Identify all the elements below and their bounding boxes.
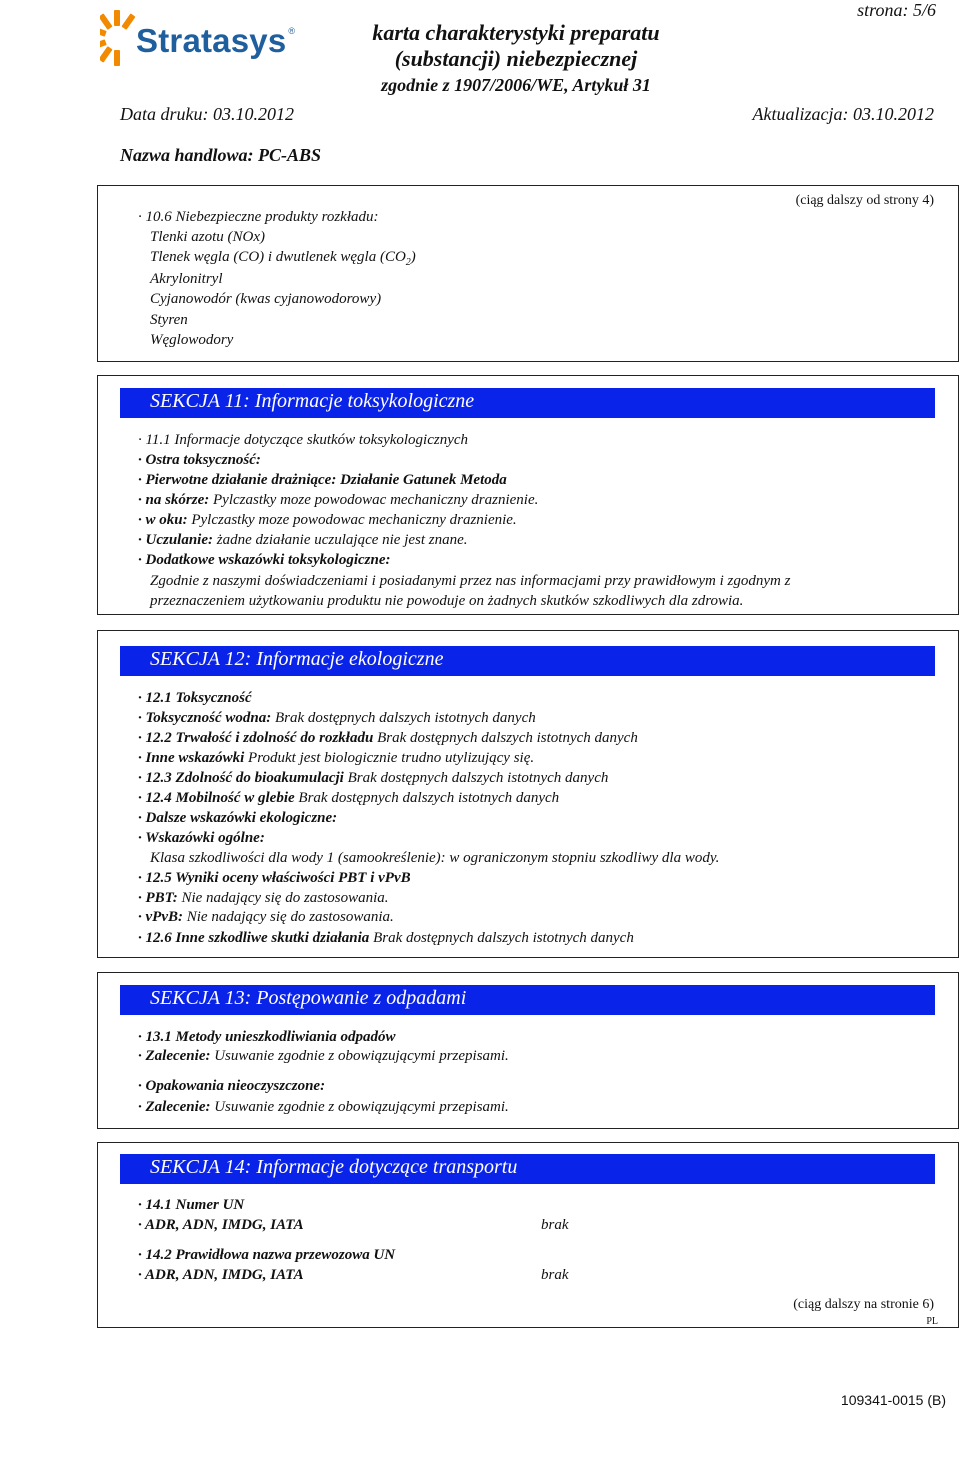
section-10-6-heading: · 10.6 Niebezpieczne produkty rozkładu:: [138, 209, 379, 225]
s11-label: · w oku:: [138, 512, 188, 528]
logo-text: Stratasys: [136, 22, 287, 59]
s12-line: · Dalsze wskazówki ekologiczne:: [138, 810, 338, 826]
s12-line: Klasa szkodliwości dla wody 1 (samookreślenie): w ograniczonym stopniu szkodliwy dla wody.: [150, 850, 720, 866]
s12-line: [138, 788, 559, 808]
s12-line: [138, 907, 394, 927]
s12-text: Brak dostępnych dalszych istotnych danych: [369, 930, 634, 946]
s11-line: · 11.1 Informacje dotyczące skutków toksykologicznych: [138, 432, 469, 448]
s12-line: · 12.1 Toksyczność: [138, 690, 252, 706]
page-number: strona: 5/6: [857, 0, 936, 20]
s14-line: · ADR, ADN, IMDG, IATA: [138, 1267, 304, 1283]
co-co2-text: Tlenek węgla (CO) i dwutlenek węgla (CO: [150, 249, 406, 265]
section-13-title: SEKCJA 13: Postępowanie z odpadami: [150, 987, 467, 1009]
update-date: Aktualizacja: 03.10.2012: [752, 104, 934, 124]
continued-next-label: (ciąg dalszy na stronie 6): [793, 1297, 934, 1312]
s12-label: · 12.2 Trwałość i zdolność do rozkładu: [138, 730, 374, 746]
stratasys-logo: [100, 8, 326, 68]
title-line-2: (substancji) niebezpiecznej: [394, 46, 638, 71]
title-line-3: zgodnie z 1907/2006/WE, Artykuł 31: [381, 75, 651, 95]
decomposition-item: Tlenki azotu (NOx): [150, 229, 265, 245]
s12-line: · Wskazówki ogólne:: [138, 830, 265, 846]
s11-line: przeznaczeniem użytkowaniu produktu nie powoduje on żadnych skutków szkodliwych dla zdrowia.: [150, 593, 744, 609]
s11-line: · Pierwotne działanie drażniące: Działanie Gatunek Metoda: [138, 472, 507, 488]
s12-line: [138, 888, 389, 908]
s13-text: Usuwanie zgodnie z obowiązującymi przepisami.: [210, 1099, 509, 1115]
logo-registered-mark: ®: [288, 26, 296, 36]
s13-line: [138, 1046, 509, 1066]
s12-label: · 12.4 Mobilność w glebie: [138, 790, 295, 806]
logo-sunburst-icon: [100, 10, 136, 66]
s12-text: Nie nadający się do zastosowania.: [182, 909, 394, 925]
s13-line: · Opakowania nieoczyszczone:: [138, 1078, 326, 1094]
s13-label: · Zalecenie:: [138, 1099, 211, 1115]
s12-line: · 12.5 Wyniki oceny właściwości PBT i vPvB: [138, 870, 411, 886]
un-number-value: brak: [541, 1217, 569, 1233]
trade-name: Nazwa handlowa: PC-ABS: [120, 145, 322, 165]
shipping-name-value: brak: [541, 1267, 569, 1283]
s12-text: Brak dostępnych dalszych istotnych danych: [343, 770, 609, 786]
document-code: 109341-0015 (B): [840, 1392, 946, 1408]
s14-line: · ADR, ADN, IMDG, IATA: [138, 1217, 304, 1233]
s12-line: [138, 708, 536, 728]
s12-line: [138, 748, 534, 768]
co2-subscript: 2: [405, 257, 411, 268]
s12-line: [138, 728, 638, 748]
co2-close: ): [410, 249, 416, 265]
s11-line: [138, 530, 468, 550]
section-13-header: [120, 985, 935, 1015]
s11-line: · Ostra toksyczność:: [138, 452, 261, 468]
s12-label: · 12.3 Zdolność do bioakumulacji: [138, 770, 344, 786]
s13-line: · 13.1 Metody unieszkodliwiania odpadów: [138, 1029, 396, 1045]
s12-label: · vPvB:: [138, 909, 183, 925]
s12-text: Nie nadający się do zastosowania.: [177, 890, 389, 906]
s12-label: · 12.6 Inne szkodliwe skutki działania: [138, 930, 370, 946]
section-14-title: SEKCJA 14: Informacje dotyczące transportu: [150, 1156, 518, 1178]
s11-line: [138, 490, 538, 510]
section-14-header: [120, 1154, 935, 1184]
s11-label: · na skórze:: [138, 492, 210, 508]
decomposition-item: Akrylonitryl: [150, 271, 223, 287]
s13-line: [138, 1097, 509, 1117]
s11-text: Pylczastky moze powodowac mechaniczny draznienie.: [187, 512, 517, 528]
decomposition-item: Węglowodory: [150, 332, 234, 348]
s14-line: · 14.1 Numer UN: [138, 1197, 245, 1213]
s11-line: Zgodnie z naszymi doświadczeniami i posiadanymi przez nas informacjami przy prawidłowym i zgodnym z: [150, 573, 791, 589]
s11-text: Pylczastky moze powodowac mechaniczny draznienie.: [209, 492, 539, 508]
s12-label: · Inne wskazówki: [138, 750, 245, 766]
s13-label: · Zalecenie:: [138, 1048, 211, 1064]
decomposition-item: Cyjanowodór (kwas cyjanowodorowy): [150, 291, 382, 307]
s11-label: · Uczulanie:: [138, 532, 213, 548]
s12-text: Brak dostępnych dalszych istotnych danych: [271, 710, 536, 726]
s14-line: · 14.2 Prawidłowa nazwa przewozowa UN: [138, 1247, 396, 1263]
s12-line: [138, 768, 608, 788]
print-date: Data druku: 03.10.2012: [120, 104, 294, 124]
s11-text: żadne działanie uczulające nie jest znane.: [213, 532, 468, 548]
s12-text: Brak dostępnych dalszych istotnych danych: [294, 790, 560, 806]
section-12-header: [120, 646, 935, 676]
document-title: [336, 20, 696, 98]
section-12-title: SEKCJA 12: Informacje ekologiczne: [150, 648, 444, 670]
s11-line: [138, 510, 517, 530]
decomposition-item: Styren: [150, 312, 188, 328]
s12-label: · PBT:: [138, 890, 178, 906]
section-11-title: SEKCJA 11: Informacje toksykologiczne: [150, 390, 475, 412]
continued-from-label: (ciąg dalszy od strony 4): [795, 193, 934, 208]
s12-text: Produkt jest biologicznie trudno utylizujący się.: [244, 750, 535, 766]
s11-line: · Dodatkowe wskazówki toksykologiczne:: [138, 552, 391, 568]
language-code: PL: [926, 1316, 938, 1327]
s12-line: [138, 928, 634, 948]
s13-text: Usuwanie zgodnie z obowiązującymi przepisami.: [210, 1048, 509, 1064]
title-line-1: karta charakterystyki preparatu: [372, 20, 660, 45]
s12-text: Brak dostępnych dalszych istotnych danych: [373, 730, 638, 746]
s12-label: · Toksyczność wodna:: [138, 710, 272, 726]
section-11-header: [120, 388, 935, 418]
